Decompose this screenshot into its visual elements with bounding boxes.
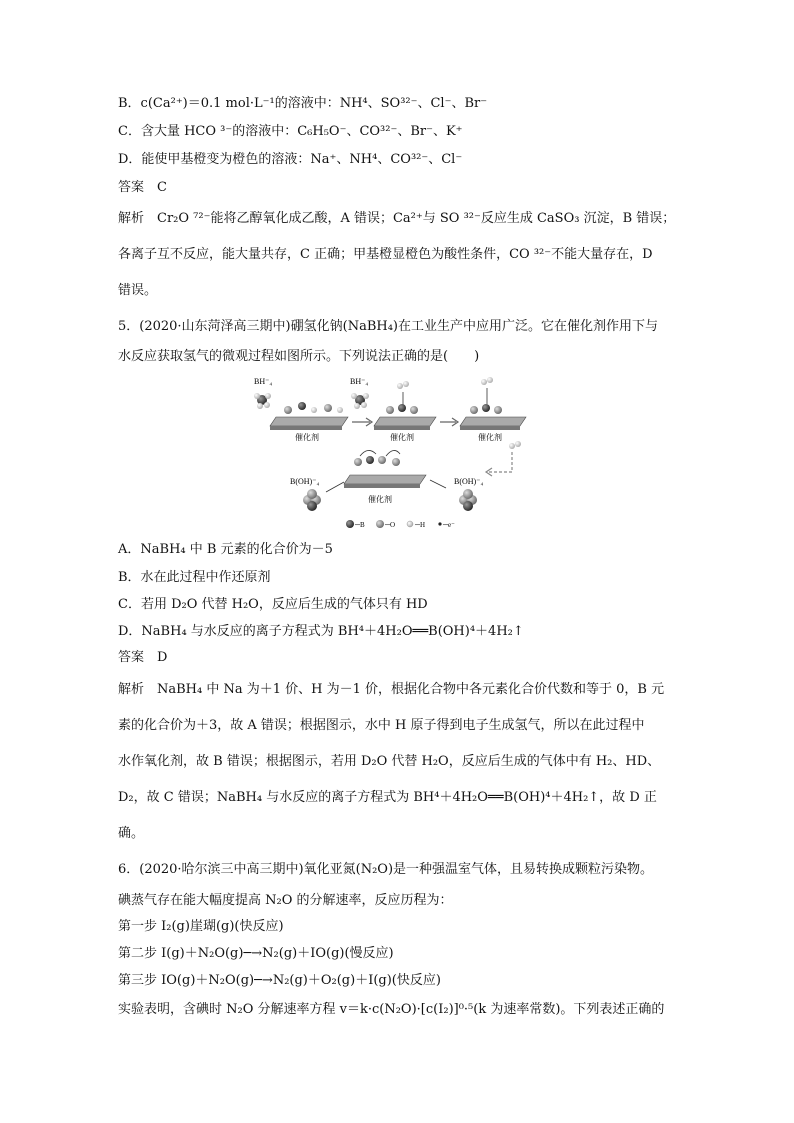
- step-3: 第三步 IO(g)＋N₂O(g)─→N₂(g)＋O₂(g)＋I(g)(快反应): [118, 973, 441, 988]
- analysis-5-line-5: 确。: [118, 826, 145, 841]
- option-5b: B．水在此过程中作还原剂: [118, 570, 271, 585]
- rate-equation-line: 实验表明，含碘时 N₂O 分解速率方程 v＝k·c(N₂O)·[c(I₂)]⁰·⁵(k 为速率常数)。下列表述正确的: [118, 1002, 665, 1017]
- line-3: D．能使甲基橙变为橙色的溶液：Na⁺、NH⁴、CO³²⁻、Cl⁻: [118, 152, 463, 167]
- question-6-line-2: 碘蒸气存在能大幅度提高 N₂O 的分解速率，反应历程为：: [118, 893, 453, 908]
- analysis-4-line-2: 各离子互不反应，能大量共存，C 正确；甲基橙显橙色为酸性条件，CO ³²⁻不能大量存在，D: [118, 247, 653, 262]
- answer-4: 答案 C: [118, 180, 167, 195]
- bh4-label-mid: BH⁻₄: [350, 377, 369, 386]
- catalyst-label-2: 催化剂: [390, 433, 414, 442]
- boh4-label-right: B(OH)⁻₄: [454, 477, 484, 486]
- answer-5: 答案 D: [118, 650, 168, 665]
- line-1: B．c(Ca²⁺)＝0.1 mol·L⁻¹的溶液中：NH⁴、SO³²⁻、Cl⁻、Br⁻: [118, 96, 488, 111]
- question-6-line-1: 6．(2020·哈尔滨三中高三期中)氧化亚氮(N₂O)是一种强温室气体，且易转换成颗粒污染物。: [118, 862, 654, 877]
- analysis-4-line-1: 解析 Cr₂O ⁷²⁻能将乙醇氧化成乙酸，A 错误；Ca²⁺与 SO ³²⁻反应生成 CaSO₃ 沉淀，B 错误；: [118, 211, 676, 226]
- option-5d: D．NaBH₄ 与水反应的离子方程式为 BH⁴＋4H₂O══B(OH)⁴＋4H₂↑: [118, 624, 524, 639]
- catalyst-label-4: 催化剂: [368, 495, 392, 504]
- option-5a: A．NaBH₄ 中 B 元素的化合价为－5: [118, 542, 333, 557]
- bh4-label-left: BH⁻₄: [254, 377, 273, 386]
- question-5-line-1: 5．(2020·山东菏泽高三期中)硼氢化钠(NaBH₄)在工业生产中应用广泛。它在催化剂作用下与: [118, 319, 659, 334]
- analysis-5-line-3: 水作氧化剂，故 B 错误；根据图示，若用 D₂O 代替 H₂O，反应后生成的气体中有 H₂、HD、: [118, 754, 661, 769]
- reaction-mechanism-figure: [250, 372, 550, 532]
- step-1: 第一步 I₂(g)崖瑚(g)(快反应): [118, 919, 284, 934]
- catalyst-label-1: 催化剂: [295, 433, 319, 442]
- option-5c: C．若用 D₂O 代替 H₂O，反应后生成的气体只有 HD: [118, 597, 428, 612]
- legend-h: ─H: [415, 521, 426, 529]
- line-2: C．含大量 HCO ³⁻的溶液中：C₆H₅O⁻、CO³²⁻、Br⁻、K⁺: [118, 124, 463, 139]
- analysis-5-line-1: 解析 NaBH₄ 中 Na 为＋1 价、H 为－1 价，根据化合物中各元素化合价代数和等于 0，B 元: [118, 682, 665, 697]
- analysis-5-line-2: 素的化合价为＋3，故 A 错误；根据图示，水中 H 原子得到电子生成氢气，所以在此过程中: [118, 718, 645, 733]
- catalyst-label-3: 催化剂: [478, 433, 502, 442]
- analysis-4-line-3: 错误。: [118, 283, 158, 298]
- legend-o: ─O: [385, 521, 396, 529]
- step-2: 第二步 I(g)＋N₂O(g)─→N₂(g)＋IO(g)(慢反应): [118, 946, 394, 961]
- boh4-label-left: B(OH)⁻₄: [290, 477, 320, 486]
- legend-b: ─B: [355, 521, 365, 529]
- legend-e: ─e⁻: [443, 521, 455, 529]
- question-5-line-2: 水反应获取氢气的微观过程如图所示。下列说法正确的是( ): [118, 349, 480, 364]
- analysis-5-line-4: D₂，故 C 错误；NaBH₄ 与水反应的离子方程式为 BH⁴＋4H₂O══B(OH)⁴＋4H₂↑，故 D 正: [118, 790, 657, 805]
